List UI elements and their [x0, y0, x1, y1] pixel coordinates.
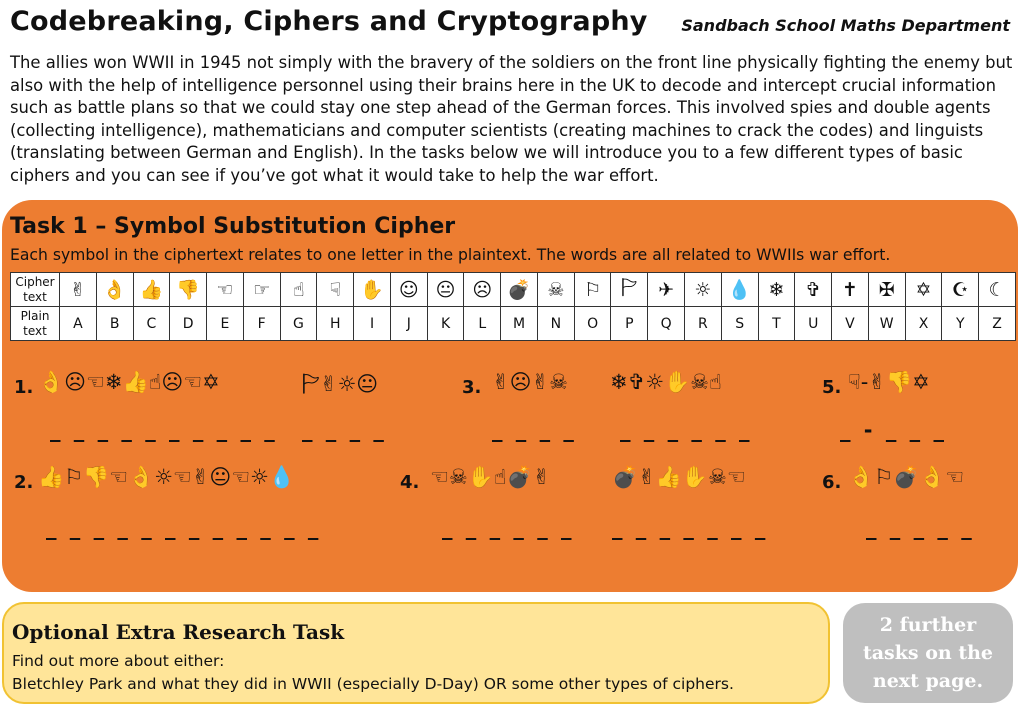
cipher-symbol-cell: ☠ — [537, 273, 574, 307]
cipher-symbol-cell: ✋ — [354, 273, 391, 307]
cipher-symbol-cell: 💧 — [721, 273, 758, 307]
cipher-symbol-cell: ☺ — [390, 273, 427, 307]
puzzle-4-blank-1[interactable]: _ _ _ _ _ _ — [442, 516, 575, 540]
plain-letter-cell: M — [501, 307, 538, 341]
puzzle-3-word-2: ❄✞☼✋☠☝ — [610, 370, 722, 394]
plain-letter-cell: X — [905, 307, 942, 341]
cipher-symbol-cell: ☝ — [280, 273, 317, 307]
plain-letter-cell: P — [611, 307, 648, 341]
task1-title: Task 1 – Symbol Substitution Cipher — [10, 214, 456, 239]
puzzle-5-blank-1[interactable]: _ - _ _ _ — [840, 418, 947, 442]
extra-line-2: Bletchley Park and what they did in WWII (especially D-Day) OR some other types of ciphers. — [12, 675, 734, 693]
cipher-symbol-cell: ❄ — [758, 273, 795, 307]
cipher-symbol-cell: ☪ — [942, 273, 979, 307]
cipher-row-label: Cipher text — [11, 273, 60, 307]
extra-line-1: Find out more about either: — [12, 652, 225, 670]
plain-letter-cell: Q — [648, 307, 685, 341]
cipher-symbol-cell: ☹ — [464, 273, 501, 307]
puzzle-6-word-1: 👌⚐💣👌☜ — [848, 465, 965, 489]
puzzle-6-blank-1[interactable]: _ _ _ _ _ — [866, 516, 975, 540]
plain-letter-cell: I — [354, 307, 391, 341]
cipher-key-table — [10, 272, 1016, 341]
plain-letter-cell: D — [170, 307, 207, 341]
cipher-symbol-cell: ☟ — [317, 273, 354, 307]
puzzle-5-number: 5. — [822, 377, 842, 398]
page-title: Codebreaking, Ciphers and Cryptography — [10, 6, 648, 37]
puzzle-2-blank-1[interactable]: _ _ _ _ _ _ _ _ _ _ _ _ — [46, 516, 322, 540]
task1-description: Each symbol in the ciphertext relates to one letter in the plaintext. The words are all related to WWIIs war effort. — [10, 246, 891, 264]
puzzle-2-number: 2. — [14, 472, 34, 493]
further-tasks-note — [843, 603, 1013, 703]
puzzle-3-blank-2[interactable]: _ _ _ _ _ _ — [620, 418, 753, 442]
plain-row-label: Plain text — [11, 307, 60, 341]
puzzle-4-word-1: ☜☠✋☝💣✌ — [430, 465, 551, 489]
task1-panel — [2, 200, 1018, 592]
plain-letter-cell: A — [60, 307, 97, 341]
puzzle-4-number: 4. — [400, 472, 420, 493]
plain-letter-cell: L — [464, 307, 501, 341]
plain-letter-cell: B — [96, 307, 133, 341]
intro-paragraph: The allies won WWII in 1945 not simply with the bravery of the soldiers on the front line physically fighting the enemy but also with the help of intelligence personnel using their brains here in the UK to decode and intercept crucial information such as battle plans so that we could stay one step ahead of the German forces. This involved spies and double agents (collecting intelligence), mathematicians and computer scientists (creating machines to crack the codes) and linguists (translating between German and English). In the tasks below we will introduce you to a few different types of basic ciphers and you can see if you’ve got what it would take to help the war effort. — [10, 53, 1013, 185]
cipher-symbol-cell: ☜ — [207, 273, 244, 307]
plain-letter-cell: E — [207, 307, 244, 341]
cipher-symbol-cell: 😐 — [427, 273, 464, 307]
puzzle-5-word-1: ☟-✌👎✡ — [848, 370, 930, 394]
cipher-symbol-cell: 👌 — [96, 273, 133, 307]
plain-letter-cell: Y — [942, 307, 979, 341]
plain-letter-cell: F — [243, 307, 280, 341]
cipher-symbol-cell: ✡ — [905, 273, 942, 307]
cipher-symbol-cell: ✈ — [648, 273, 685, 307]
plain-letter-cell: T — [758, 307, 795, 341]
cipher-symbol-cell: ✌ — [60, 273, 97, 307]
puzzle-2-word-1: 👍⚐👎☜👌☼☜✌😐☜☼💧 — [38, 465, 296, 489]
plain-letter-cell: S — [721, 307, 758, 341]
puzzle-1-number: 1. — [14, 377, 34, 398]
plain-letter-cell: W — [868, 307, 905, 341]
cipher-symbol-cell: ✞ — [795, 273, 832, 307]
cipher-symbol-cell: 👎 — [170, 273, 207, 307]
puzzle-1-word-2: 🏱✌☼😐 — [302, 372, 379, 396]
cipher-symbol-cell: 💣 — [501, 273, 538, 307]
department-label: Sandbach School Maths Department — [681, 16, 1010, 35]
further-tasks-text: 2 further tasks on the next page. — [862, 614, 994, 692]
cipher-symbol-cell: ✝ — [832, 273, 869, 307]
puzzle-1-blank-2[interactable]: _ _ _ _ — [302, 418, 387, 442]
puzzle-4-word-2: 💣✌👍✋☠☜ — [612, 465, 746, 489]
extra-title: Optional Extra Research Task — [12, 620, 345, 644]
cipher-symbol-cell: ☼ — [685, 273, 722, 307]
puzzle-1-word-1: 👌☹☜❄👍☝☹☜✡ — [38, 370, 220, 394]
puzzle-6-number: 6. — [822, 472, 842, 493]
cipher-row — [11, 273, 1016, 307]
cipher-symbol-cell: ☾ — [979, 273, 1016, 307]
extra-research-panel — [2, 602, 830, 704]
puzzle-4-blank-2[interactable]: _ _ _ _ _ _ _ — [612, 516, 769, 540]
cipher-symbol-cell: 👍 — [133, 273, 170, 307]
cipher-symbol-cell: ✠ — [868, 273, 905, 307]
plain-row — [11, 307, 1016, 341]
plain-letter-cell: U — [795, 307, 832, 341]
cipher-symbol-cell: ☞ — [243, 273, 280, 307]
plain-letter-cell: H — [317, 307, 354, 341]
plain-letter-cell: K — [427, 307, 464, 341]
plain-letter-cell: Z — [979, 307, 1016, 341]
plain-letter-cell: V — [832, 307, 869, 341]
cipher-symbol-cell: ⚐ — [574, 273, 611, 307]
puzzle-3-blank-1[interactable]: _ _ _ _ — [492, 418, 577, 442]
plain-letter-cell: O — [574, 307, 611, 341]
plain-letter-cell: R — [685, 307, 722, 341]
plain-letter-cell: J — [390, 307, 427, 341]
puzzle-1-blank-1[interactable]: _ _ _ _ _ _ _ _ _ _ — [50, 418, 278, 442]
plain-letter-cell: N — [537, 307, 574, 341]
plain-letter-cell: G — [280, 307, 317, 341]
puzzle-3-word-1: ✌☹✌☠ — [492, 370, 568, 394]
cipher-symbol-cell: 🏱 — [611, 273, 648, 307]
plain-letter-cell: C — [133, 307, 170, 341]
puzzle-3-number: 3. — [462, 377, 482, 398]
